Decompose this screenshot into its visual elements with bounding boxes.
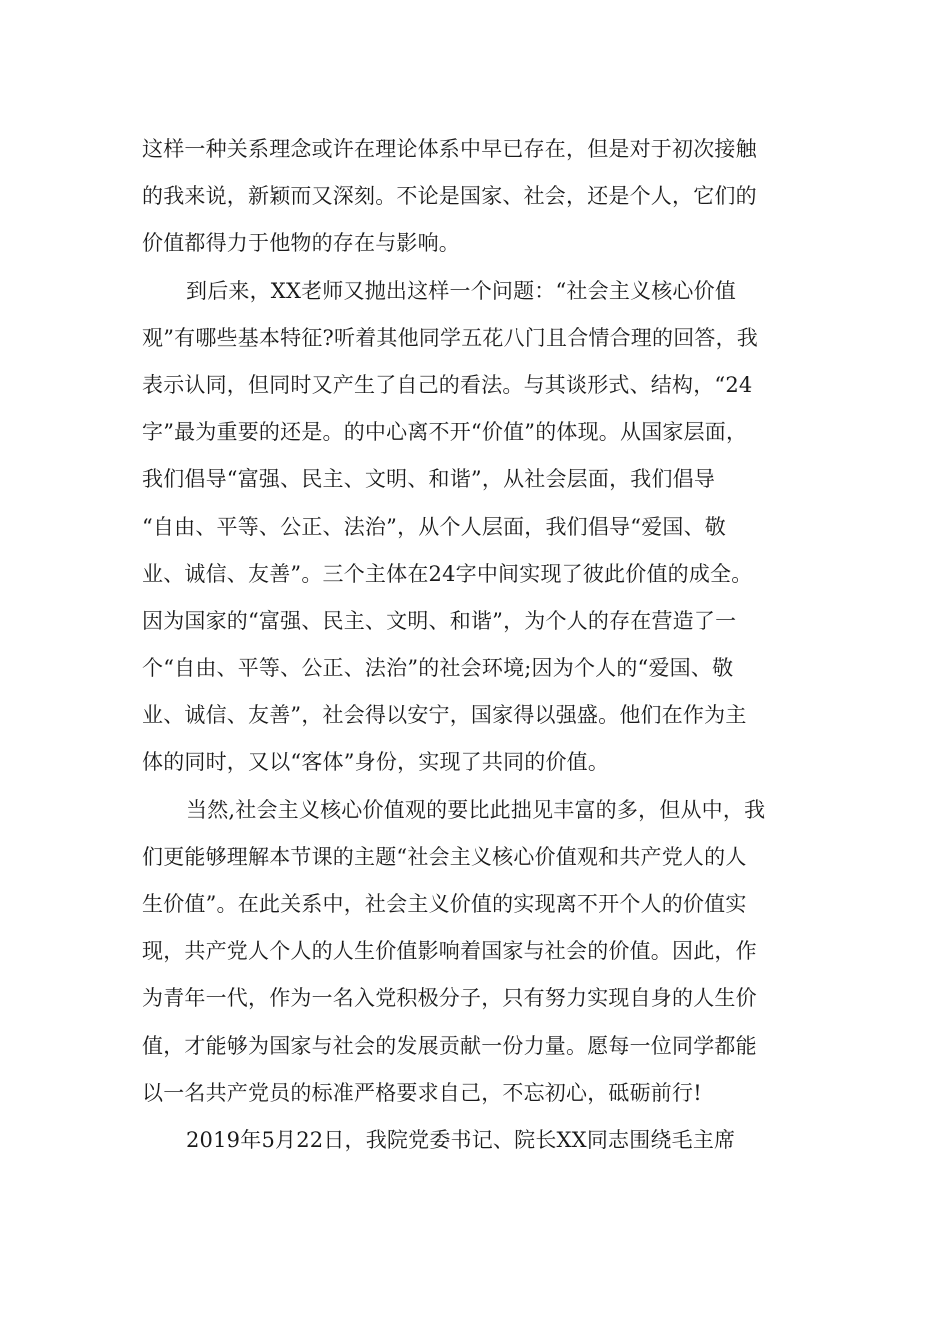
paragraph-2-line-10: 业、诚信、友善”，社会得以安宁，国家得以强盛。他们在作为主 [142,703,747,728]
paragraph-3-line-5: 为青年一代，作为一名入党积极分子，只有努力实现自身的人生价 [142,986,757,1011]
paragraph-3-line-3: 生价值”。在此关系中，社会主义价值的实现离不开个人的价值实 [142,892,747,916]
paragraph-2-line-3: 表示认同，但同时又产生了自己的看法。与其谈形式、结构，“24 [142,372,753,397]
paragraph-3-line-6: 值，才能够为国家与社会的发展贡献一份力量。愿每一位同学都能 [142,1033,757,1058]
paragraph-2-line-4: 字”最为重要的还是。的中心离不开“价值”的体现。从国家层面， [142,420,748,445]
paragraph-1-line-1: 这样一种关系理念或许在理论体系中早已存在，但是对于初次接触 [142,137,757,161]
paragraph-2-line-1: 到后来，XX老师又抛出这样一个问题：“社会主义核心价值 [186,278,737,303]
paragraph-3-line-2: 们更能够理解本节课的主题“社会主义核心价值观和共产党人的人 [142,844,747,869]
paragraph-2-line-8: 因为国家的“富强、民主、文明、和谐”，为个人的存在营造了一 [142,608,737,633]
paragraph-2-line-9: 个“自由、平等、公正、法治”的社会环境;因为个人的“爱国、敬 [142,656,734,681]
paragraph-2-line-5: 我们倡导“富强、民主、文明、和谐”，从社会层面，我们倡导 [142,467,716,492]
document-body [142,126,810,1164]
paragraph-2-line-6: “自由、平等、公正、法治”，从个人层面，我们倡导“爱国、敬 [142,514,727,539]
paragraph-3-line-4: 现，共产党人个人的人生价值影响着国家与社会的价值。因此，作 [142,939,757,964]
paragraph-4-line-1: 2019年5月22日，我院党委书记、院长XX同志围绕毛主席 [186,1127,736,1152]
paragraph-2-line-7: 业、诚信、友善”。三个主体在24字中间实现了彼此价值的成全。 [142,561,753,586]
paragraph-1-line-3: 价值都得力于他物的存在与影响。 [142,231,460,256]
paragraph-3-line-1: 当然,社会主义核心价值观的要比此拙见丰富的多，但从中，我 [186,797,766,822]
paragraph-3-line-7: 以一名共产党员的标准严格要求自己，不忘初心，砥砺前行! [142,1080,702,1105]
paragraph-2-line-2: 观”有哪些基本特征?听着其他同学五花八门且合情合理的回答，我 [142,325,758,350]
paragraph-1-line-2: 的我来说，新颖而又深刻。不论是国家、社会，还是个人，它们的 [142,184,757,209]
paragraph-2-line-11: 体的同时，又以“客体”身份，实现了共同的价值。 [142,750,610,775]
